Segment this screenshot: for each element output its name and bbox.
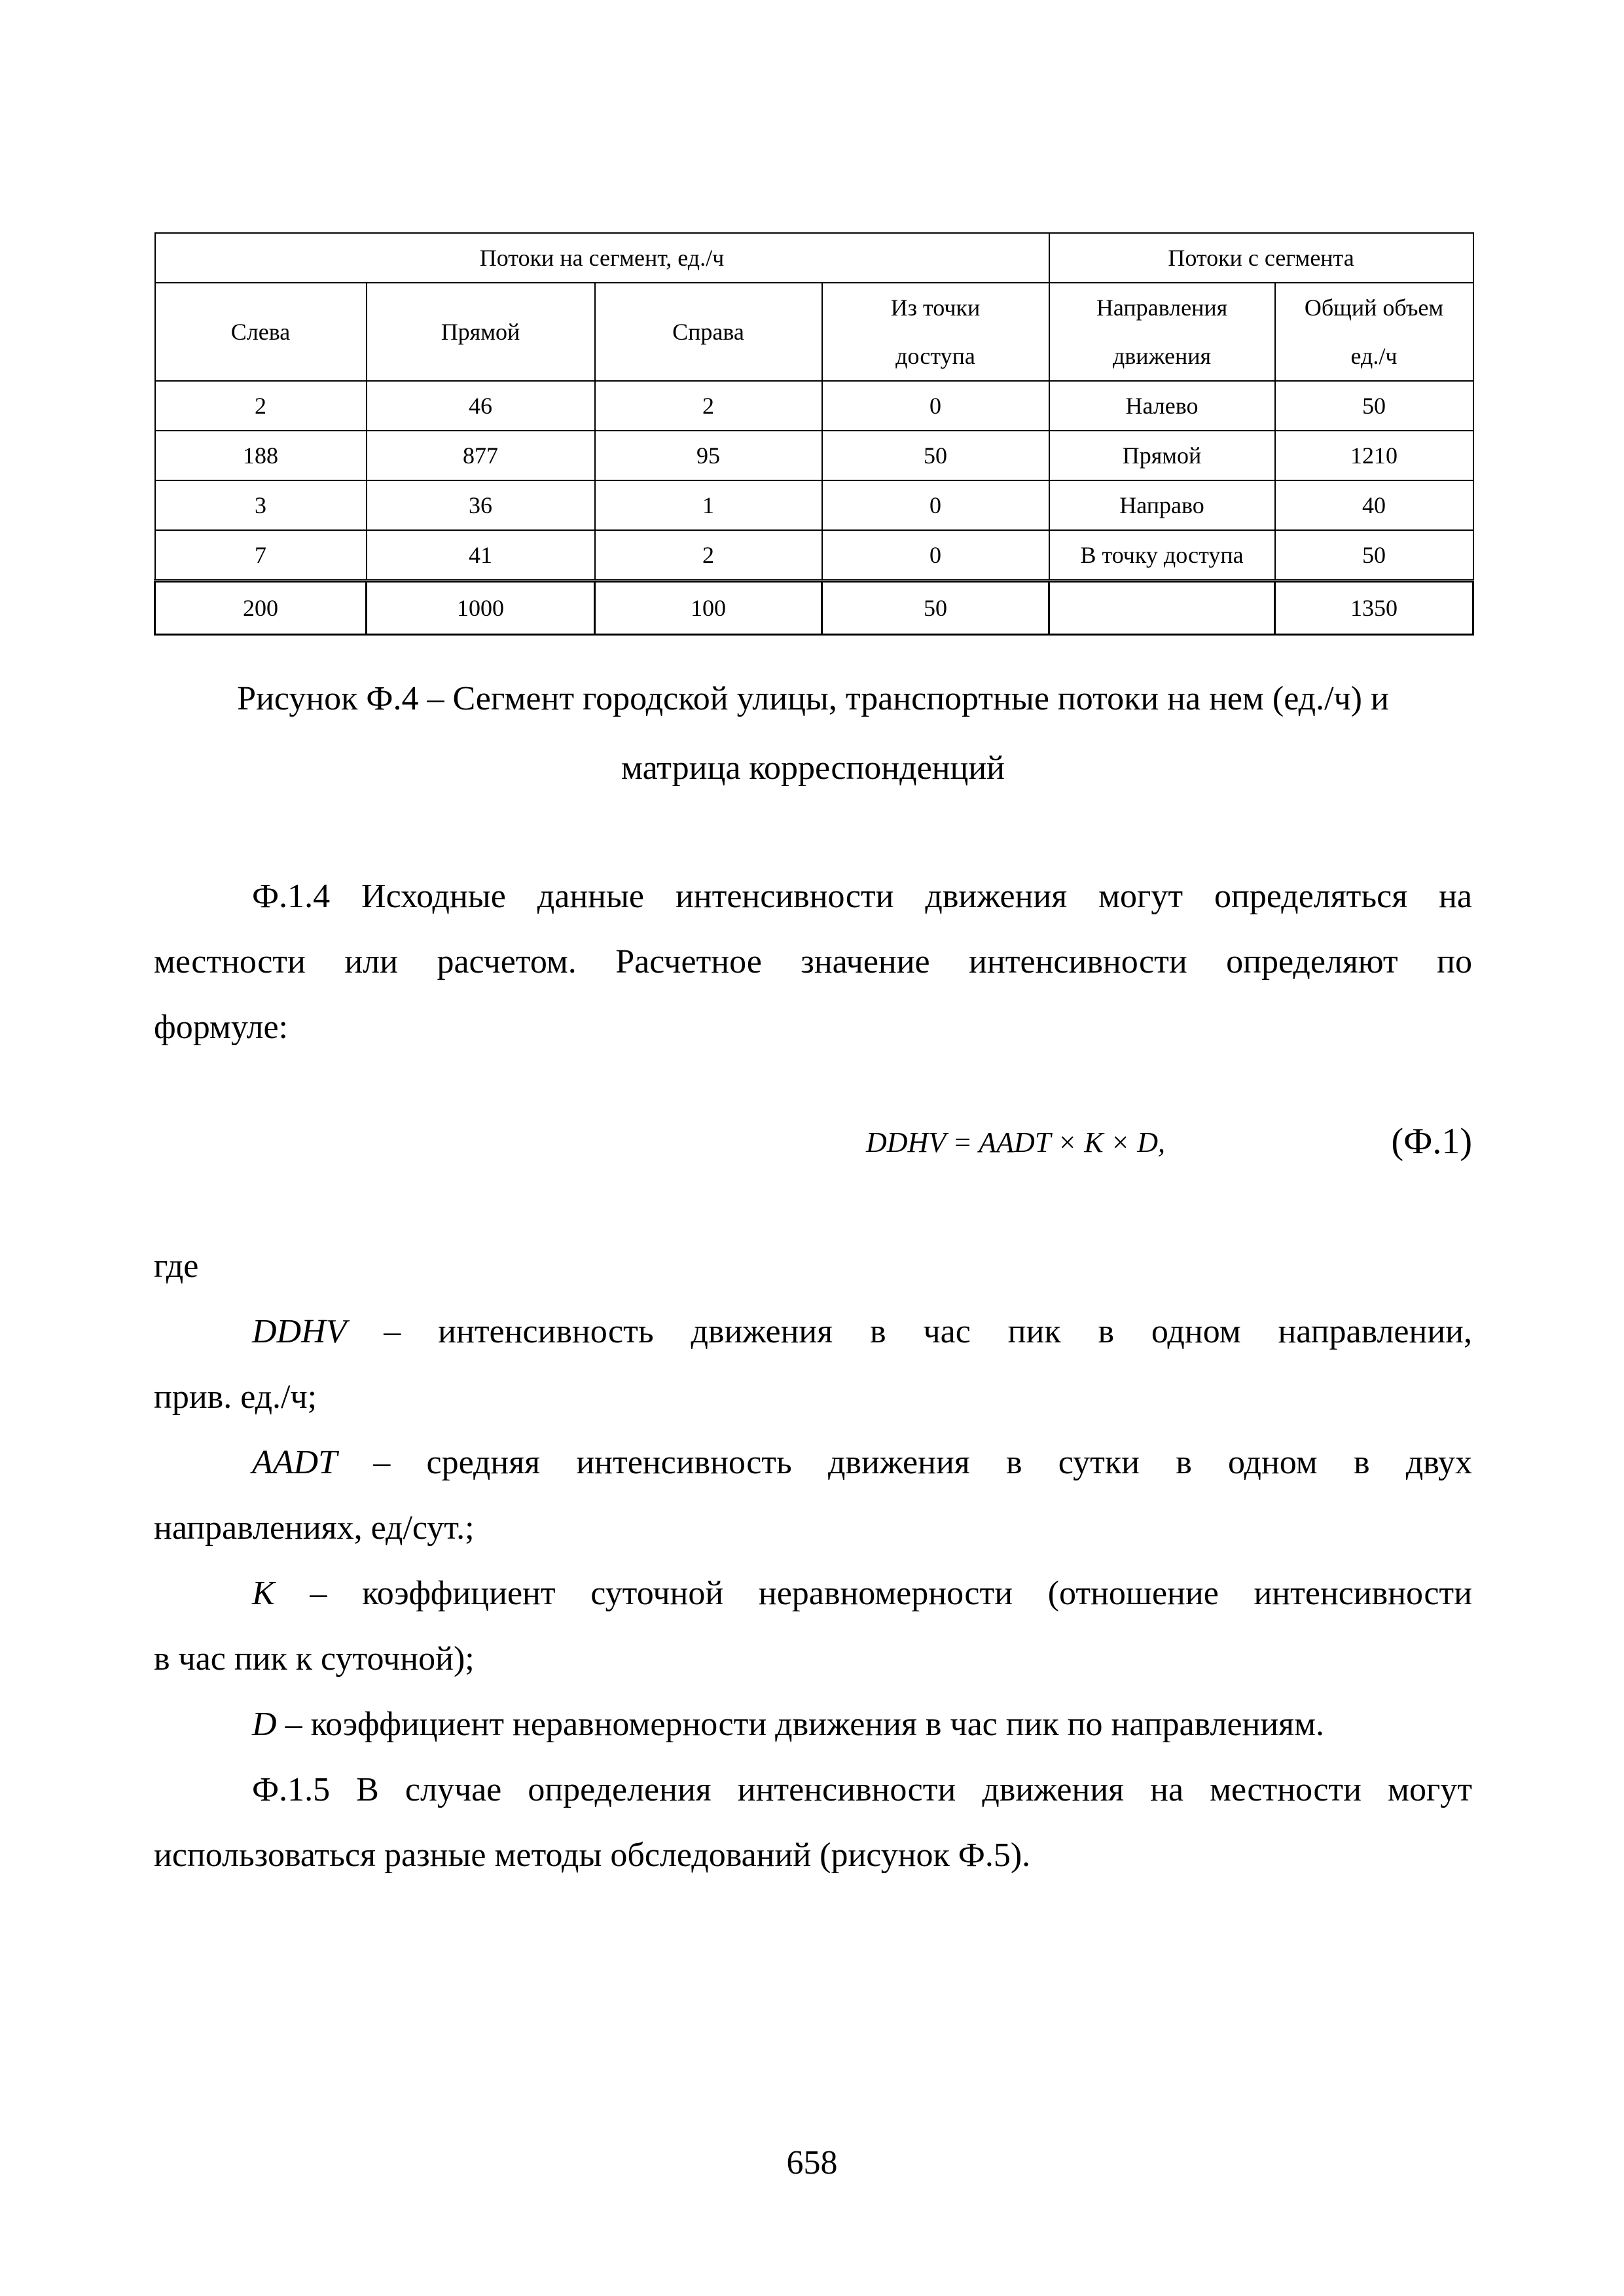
col-header-direction: Направления движения: [1049, 283, 1275, 381]
definition-aadt: AADT – средняя интенсивность движения в сутки в одном в двух направлениях, ед/сут.;: [154, 1444, 1472, 1547]
symbol-d: D: [252, 1706, 277, 1743]
table-cell: 0: [822, 480, 1049, 530]
table-cell: 50: [822, 431, 1049, 480]
paragraph-text: формуле:: [154, 1009, 289, 1046]
table-cell: 46: [367, 381, 595, 431]
definition-k: K – коэффициент суточной неравномерности (отношение интенсивности в час пик к суточной);: [154, 1575, 1472, 1677]
table-cell: 0: [822, 530, 1049, 581]
table-cell: 877: [367, 431, 595, 480]
total-cell: [1049, 581, 1275, 635]
page-number: 658: [786, 2144, 838, 2181]
table-cell: 41: [367, 530, 595, 581]
table-cell: 0: [822, 381, 1049, 431]
symbol-k: K: [252, 1575, 275, 1612]
col-header-total-volume: Общий объем ед./ч: [1275, 283, 1473, 381]
table-row: [155, 480, 1473, 530]
formula-block: [154, 1113, 1472, 1178]
symbol-ddhv: DDHV: [252, 1313, 347, 1350]
paragraph-text: Ф.1.4 Исходные данные интенсивности движения могут определяться на: [252, 878, 1472, 915]
formula-number: (Ф.1): [1391, 1121, 1472, 1162]
where-label: где: [154, 1247, 199, 1285]
symbol-aadt: AADT: [252, 1444, 337, 1481]
flow-matrix-table: [154, 232, 1474, 636]
table-row: [155, 431, 1473, 480]
group-header-outflows: Потоки с сегмента: [1049, 233, 1473, 283]
caption-line: Рисунок Ф.4 – Сегмент городской улицы, транспортные потоки на нем (ед./ч) и: [237, 680, 1389, 717]
table-cell: 1: [595, 480, 822, 530]
total-cell: 50: [822, 581, 1049, 635]
table-cell: 2: [595, 530, 822, 581]
table-row: [155, 381, 1473, 431]
table-cell: 36: [367, 480, 595, 530]
table-cell: 2: [155, 381, 367, 431]
definition-ddhv: DDHV – интенсивность движения в час пик в одном направлении, прив. ед./ч;: [154, 1313, 1472, 1416]
table-cell: 188: [155, 431, 367, 480]
table-cell: 1210: [1275, 431, 1473, 480]
definition-d: D – коэффициент неравномерности движения в час пик по направлениям.: [252, 1706, 1325, 1743]
table-cell: В точку доступа: [1049, 530, 1275, 581]
col-header-straight: Прямой: [367, 283, 595, 381]
formula-expression: DDHV = AADT × K × D,: [866, 1126, 1166, 1158]
figure-caption: [154, 664, 1472, 803]
table-cell: 7: [155, 530, 367, 581]
total-cell: 1350: [1275, 581, 1473, 635]
table-cell: 2: [595, 381, 822, 431]
paragraph-f14: [154, 864, 1472, 1060]
col-header-right: Справа: [595, 283, 822, 381]
caption-line: матрица корреспонденций: [621, 749, 1005, 787]
table-cell: 50: [1275, 530, 1473, 581]
table-row: [155, 530, 1473, 581]
table-totals-row: [155, 581, 1473, 635]
col-header-left: Слева: [155, 283, 367, 381]
table-cell: Прямой: [1049, 431, 1275, 480]
table-cell: 3: [155, 480, 367, 530]
table-cell: Направо: [1049, 480, 1275, 530]
paragraph-f15: Ф.1.5 В случае определения интенсивности движения на местности могут использоваться разные методы обследований (рисунок Ф.5).: [154, 1771, 1472, 1874]
table-cell: 50: [1275, 381, 1473, 431]
total-cell: 1000: [367, 581, 595, 635]
total-cell: 200: [155, 581, 367, 635]
total-cell: 100: [595, 581, 822, 635]
col-header-from-access: Из точки доступа: [822, 283, 1049, 381]
table-cell: 40: [1275, 480, 1473, 530]
table-cell: Налево: [1049, 381, 1275, 431]
group-header-inflows: Потоки на сегмент, ед./ч: [155, 233, 1049, 283]
table-cell: 95: [595, 431, 822, 480]
paragraph-text: местности или расчетом. Расчетное значение интенсивности определяют по: [154, 943, 1472, 980]
